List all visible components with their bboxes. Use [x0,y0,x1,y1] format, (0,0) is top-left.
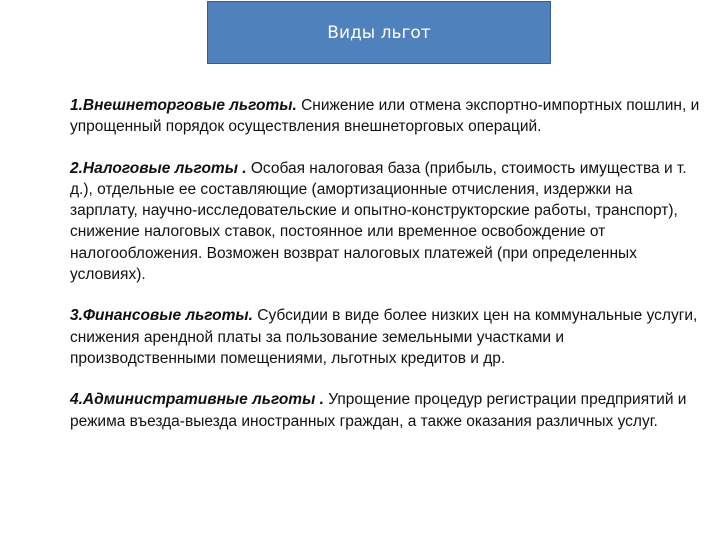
benefit-description: Упрощение процедур регистрации предприятий и режима въезда-выезда иностранных граждан, а также оказания различных услуг. [70,391,687,430]
benefit-heading: 1.Внешнеторговые льготы. [70,97,297,114]
benefit-item-tax [70,158,700,286]
benefit-item-administrative [70,389,700,432]
title-box [207,1,551,64]
benefit-description: Субсидии в виде более низких цен на коммунальные услуги, снижения арендной платы за пользование земельными участками и производственными помещениями, льготных кредитов и др. [70,307,698,367]
benefit-heading: 2.Налоговые льготы . [70,159,247,177]
benefit-description: Особая налоговая база (прибыль, стоимость имущества и т. д.), отдельные ее составляющие (амортизационные отчисления, издержки на зарплату, научно-исследовательские и опытно-конструкторские работы, транспорт), снижение налоговых ставок, постоянное или временное освобождение от налогообложения. Возможен возврат налоговых платежей (при определенных условиях). [70,159,687,284]
benefit-heading: 4.Административные льготы . [70,391,324,409]
benefit-description: Снижение или отмена экспортно-импортных пошлин, и упрощенный порядок осуществления внешнеторговых операций. [70,97,700,136]
benefit-item-financial [70,305,700,369]
slide-title: Виды льгот [327,22,431,43]
benefits-list [70,95,700,452]
benefit-item-foreign-trade [70,95,700,138]
benefit-heading: 3.Финансовые льготы. [70,307,253,325]
